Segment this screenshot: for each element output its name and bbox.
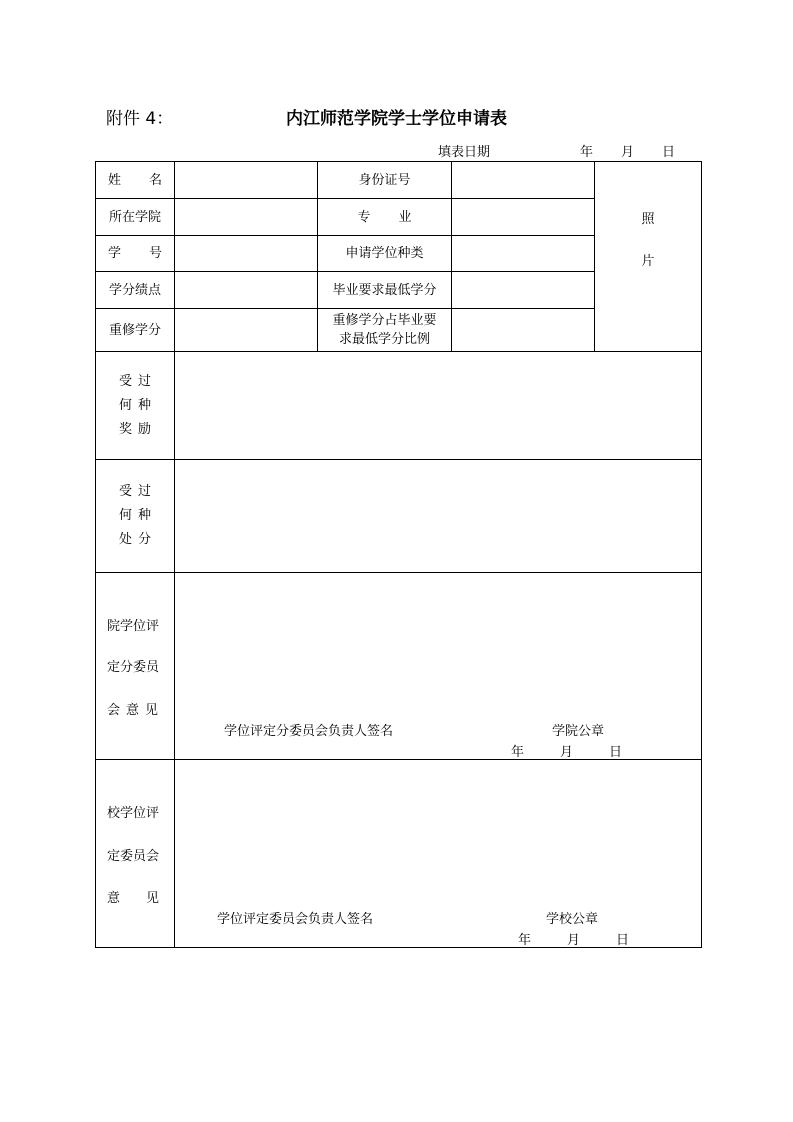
- retake-credits-field[interactable]: [175, 309, 317, 351]
- awards-label-line: 奖励: [118, 421, 157, 437]
- min-credits-label: 毕业要求最低学分: [332, 282, 437, 298]
- photo-box[interactable]: [595, 162, 701, 351]
- college-committee-signature-label: 学位评定分委员会负责人签名: [224, 724, 394, 739]
- fill-date-month: 月: [621, 145, 635, 160]
- college-committee-month: 月: [560, 745, 574, 760]
- college-field[interactable]: [175, 199, 317, 235]
- college-committee-year: 年: [511, 745, 525, 760]
- gpa-field[interactable]: [175, 272, 317, 308]
- id-card-label: 身份证号: [358, 172, 411, 188]
- degree-type-field[interactable]: [452, 236, 594, 271]
- college-label: 所在学院: [108, 209, 161, 225]
- college-committee-label-line: 会意见: [107, 703, 165, 718]
- punishments-label-line: 处分: [118, 532, 157, 547]
- college-seal-label: 学院公章: [552, 724, 605, 739]
- fill-date-year: 年: [580, 145, 594, 160]
- name-label: 姓 名: [108, 172, 162, 188]
- university-seal-label: 学校公章: [546, 912, 599, 927]
- retake-ratio-line: 重修学分占毕业要: [332, 313, 437, 328]
- university-committee-signature-label: 学位评定委员会负责人签名: [217, 912, 374, 927]
- awards-label-line: 何种: [118, 397, 157, 413]
- retake-ratio-field[interactable]: [452, 309, 594, 351]
- major-label: 专 业: [357, 209, 412, 225]
- awards-field[interactable]: [175, 352, 701, 459]
- name-field[interactable]: [175, 162, 317, 198]
- photo-label-char: 照: [641, 212, 655, 227]
- punishments-label-line: 受过: [118, 484, 157, 499]
- punishments-field[interactable]: [175, 460, 701, 572]
- university-committee-month: 月: [567, 933, 581, 948]
- university-committee-day: 日: [616, 933, 630, 948]
- min-credits-field[interactable]: [452, 272, 594, 308]
- degree-type-label: 申请学位种类: [345, 246, 424, 261]
- college-committee-label-line: 院学位评: [107, 619, 160, 634]
- id-card-field[interactable]: [452, 162, 594, 198]
- photo-label-char: 片: [641, 254, 655, 269]
- college-committee-label-line: 定分委员: [107, 660, 160, 675]
- university-committee-label-line: 定委员会: [107, 849, 160, 864]
- retake-ratio-label: [318, 309, 451, 351]
- retake-credits-label: 重修学分: [108, 322, 161, 338]
- university-committee-label-line: 意 见: [107, 891, 160, 906]
- gpa-label: 学分绩点: [108, 282, 161, 298]
- awards-label-line: 受过: [118, 373, 157, 389]
- fill-date-day: 日: [662, 145, 676, 160]
- university-committee-year: 年: [518, 933, 532, 948]
- fill-date-label: 填表日期: [438, 145, 491, 160]
- attachment-label: 附件 4：: [106, 109, 174, 129]
- awards-label: [96, 352, 174, 459]
- form-title: 内江师范学院学士学位申请表: [286, 109, 507, 129]
- university-committee-label-line: 校学位评: [107, 806, 160, 821]
- punishments-label: [96, 460, 174, 572]
- student-no-label: 学 号: [108, 246, 162, 261]
- college-committee-day: 日: [609, 745, 623, 760]
- major-field[interactable]: [452, 199, 594, 235]
- punishments-label-line: 何种: [118, 508, 157, 523]
- student-no-field[interactable]: [175, 236, 317, 271]
- retake-ratio-line: 求最低学分比例: [338, 332, 430, 347]
